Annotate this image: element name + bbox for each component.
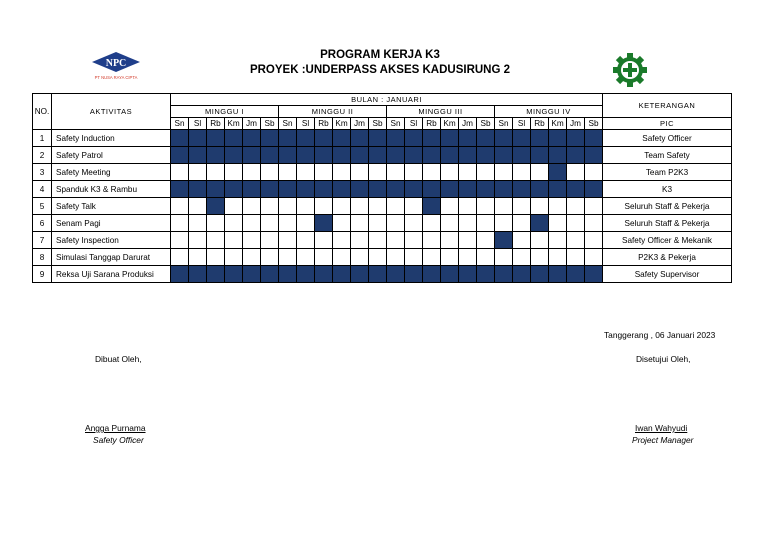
schedule-cell-empty [567,249,585,266]
day-header: Sb [585,118,603,130]
k3-safety-logo-icon [610,50,650,90]
schedule-cell-filled [207,198,225,215]
schedule-cell-empty [477,198,495,215]
schedule-cell-filled [585,130,603,147]
schedule-cell-filled [441,147,459,164]
schedule-cell-empty [405,198,423,215]
schedule-cell-filled [315,181,333,198]
schedule-cell-filled [459,181,477,198]
schedule-cell-empty [495,164,513,181]
schedule-cell-filled [441,130,459,147]
schedule-cell-empty [189,232,207,249]
table-row [33,198,732,215]
schedule-cell-empty [549,215,567,232]
schedule-cell-empty [513,232,531,249]
col-header-no: NO. [33,94,52,130]
schedule-cell-filled [171,130,189,147]
schedule-cell-filled [387,266,405,283]
schedule-cell-filled [243,130,261,147]
schedule-cell-empty [279,232,297,249]
schedule-cell-filled [333,130,351,147]
row-number: 6 [33,215,52,232]
schedule-cell-filled [459,130,477,147]
schedule-cell-filled [243,147,261,164]
schedule-cell-filled [441,181,459,198]
schedule-cell-filled [423,147,441,164]
schedule-cell-filled [189,147,207,164]
schedule-cell-filled [225,130,243,147]
pic-cell: K3 [603,181,732,198]
schedule-cell-filled [279,266,297,283]
schedule-cell-empty [369,164,387,181]
schedule-cell-filled [225,147,243,164]
schedule-cell-filled [297,266,315,283]
day-header: Sn [387,118,405,130]
approved-by-label: Disetujui Oleh, [636,354,691,364]
table-row [33,147,732,164]
schedule-cell-empty [477,215,495,232]
schedule-cell-empty [315,232,333,249]
activity-name: Senam Pagi [52,215,171,232]
schedule-cell-filled [477,266,495,283]
schedule-cell-empty [207,249,225,266]
day-header: Km [441,118,459,130]
schedule-cell-filled [315,130,333,147]
schedule-cell-empty [171,232,189,249]
schedule-cell-filled [567,147,585,164]
schedule-cell-filled [531,266,549,283]
schedule-cell-empty [387,164,405,181]
schedule-cell-empty [315,164,333,181]
schedule-cell-empty [423,215,441,232]
schedule-cell-empty [549,198,567,215]
place-date: Tanggerang , 06 Januari 2023 [604,330,716,340]
approver-title: Project Manager [632,435,694,445]
day-header: Jm [459,118,477,130]
svg-text:NPC: NPC [105,58,127,69]
schedule-cell-filled [243,266,261,283]
schedule-cell-filled [207,130,225,147]
pic-cell: Team Safety [603,147,732,164]
schedule-cell-empty [333,198,351,215]
col-header-info: KETERANGAN [603,94,732,118]
day-header: Sl [405,118,423,130]
schedule-cell-filled [351,266,369,283]
schedule-cell-empty [297,215,315,232]
row-number: 2 [33,147,52,164]
schedule-cell-empty [477,164,495,181]
row-number: 1 [33,130,52,147]
schedule-cell-empty [405,215,423,232]
day-header: Sn [279,118,297,130]
schedule-cell-filled [549,266,567,283]
schedule-cell-filled [549,164,567,181]
schedule-cell-empty [423,164,441,181]
pic-cell: Seluruh Staff & Pekerja [603,215,732,232]
schedule-cell-filled [333,181,351,198]
schedule-cell-filled [351,130,369,147]
schedule-cell-empty [315,198,333,215]
schedule-cell-empty [333,215,351,232]
schedule-cell-empty [171,198,189,215]
schedule-cell-empty [459,198,477,215]
schedule-cell-filled [207,147,225,164]
pic-cell: Seluruh Staff & Pekerja [603,198,732,215]
schedule-cell-empty [297,198,315,215]
week-header: MINGGU I [171,106,279,118]
day-header: Rb [207,118,225,130]
schedule-cell-empty [243,164,261,181]
schedule-cell-filled [585,181,603,198]
table-row [33,215,732,232]
pic-cell: Safety Supervisor [603,266,732,283]
day-header: Sb [261,118,279,130]
schedule-cell-empty [279,215,297,232]
day-header: Rb [423,118,441,130]
day-header: Km [333,118,351,130]
schedule-cell-filled [369,181,387,198]
schedule-cell-filled [585,147,603,164]
schedule-cell-empty [171,215,189,232]
schedule-cell-filled [315,266,333,283]
schedule-cell-filled [585,266,603,283]
schedule-cell-filled [333,147,351,164]
schedule-cell-empty [423,249,441,266]
schedule-cell-empty [207,164,225,181]
schedule-cell-empty [225,215,243,232]
schedule-cell-filled [261,181,279,198]
day-header: Sl [513,118,531,130]
schedule-cell-empty [369,198,387,215]
schedule-cell-filled [513,266,531,283]
schedule-cell-filled [477,147,495,164]
schedule-cell-empty [387,215,405,232]
schedule-cell-empty [567,215,585,232]
schedule-cell-empty [225,164,243,181]
schedule-cell-empty [477,232,495,249]
page-title: PROGRAM KERJA K3 [320,49,440,61]
schedule-cell-filled [279,181,297,198]
schedule-cell-filled [189,266,207,283]
schedule-cell-filled [369,147,387,164]
day-header: Km [549,118,567,130]
schedule-cell-filled [207,181,225,198]
schedule-cell-empty [297,249,315,266]
schedule-cell-filled [495,232,513,249]
maker-title: Safety Officer [93,435,144,445]
pic-cell: Safety Officer & Mekanik [603,232,732,249]
schedule-cell-filled [495,266,513,283]
pic-cell: Safety Officer [603,130,732,147]
schedule-cell-empty [351,198,369,215]
day-header: Rb [315,118,333,130]
schedule-cell-filled [387,147,405,164]
schedule-cell-filled [459,266,477,283]
activity-name: Spanduk K3 & Rambu [52,181,171,198]
schedule-cell-empty [531,164,549,181]
schedule-cell-filled [189,130,207,147]
week-header: MINGGU IV [495,106,603,118]
schedule-cell-filled [405,147,423,164]
schedule-cell-empty [297,232,315,249]
table-row [33,266,732,283]
schedule-cell-empty [585,249,603,266]
schedule-cell-empty [207,215,225,232]
day-header: Sn [171,118,189,130]
schedule-cell-filled [189,181,207,198]
day-header: Rb [531,118,549,130]
schedule-cell-filled [477,181,495,198]
schedule-cell-empty [567,198,585,215]
schedule-cell-empty [225,249,243,266]
activity-name: Safety Patrol [52,147,171,164]
schedule-cell-filled [261,266,279,283]
schedule-cell-empty [261,198,279,215]
schedule-cell-empty [387,232,405,249]
row-number: 8 [33,249,52,266]
schedule-cell-empty [189,215,207,232]
schedule-cell-filled [549,181,567,198]
schedule-cell-filled [171,266,189,283]
day-header: Sl [189,118,207,130]
schedule-cell-filled [225,181,243,198]
schedule-cell-filled [225,266,243,283]
schedule-cell-empty [387,198,405,215]
schedule-cell-empty [261,232,279,249]
schedule-cell-empty [243,215,261,232]
schedule-cell-filled [513,181,531,198]
schedule-cell-empty [459,215,477,232]
schedule-cell-filled [549,130,567,147]
schedule-cell-empty [441,215,459,232]
schedule-cell-empty [297,164,315,181]
schedule-cell-empty [441,249,459,266]
row-number: 7 [33,232,52,249]
schedule-cell-empty [567,164,585,181]
schedule-cell-empty [243,232,261,249]
k3-program-table [32,93,732,283]
schedule-cell-filled [423,266,441,283]
schedule-cell-filled [207,266,225,283]
schedule-cell-filled [423,130,441,147]
table-row [33,164,732,181]
schedule-cell-empty [531,249,549,266]
table-row [33,232,732,249]
schedule-cell-empty [279,198,297,215]
schedule-cell-empty [261,249,279,266]
schedule-cell-empty [351,164,369,181]
schedule-cell-empty [333,249,351,266]
schedule-cell-filled [531,215,549,232]
day-header: Sb [369,118,387,130]
schedule-cell-empty [207,232,225,249]
schedule-cell-empty [261,215,279,232]
schedule-cell-empty [441,232,459,249]
schedule-cell-filled [567,130,585,147]
row-number: 9 [33,266,52,283]
schedule-cell-empty [351,215,369,232]
activity-name: Safety Meeting [52,164,171,181]
schedule-cell-filled [171,181,189,198]
schedule-cell-filled [567,266,585,283]
schedule-cell-filled [513,130,531,147]
table-row [33,249,732,266]
schedule-cell-filled [495,130,513,147]
made-by-label: Dibuat Oleh, [95,354,142,364]
schedule-cell-filled [477,130,495,147]
schedule-cell-empty [369,249,387,266]
schedule-cell-empty [513,215,531,232]
schedule-cell-empty [495,215,513,232]
schedule-cell-empty [459,164,477,181]
day-header: Sb [477,118,495,130]
schedule-cell-filled [531,130,549,147]
schedule-cell-empty [513,249,531,266]
schedule-cell-filled [297,147,315,164]
schedule-cell-empty [243,198,261,215]
week-header: MINGGU III [387,106,495,118]
schedule-cell-filled [315,215,333,232]
schedule-cell-filled [243,181,261,198]
schedule-cell-empty [513,164,531,181]
schedule-cell-empty [405,232,423,249]
schedule-cell-filled [261,130,279,147]
company-logo [86,50,146,82]
schedule-cell-empty [549,232,567,249]
schedule-cell-empty [495,249,513,266]
schedule-cell-empty [225,232,243,249]
schedule-cell-empty [333,164,351,181]
schedule-cell-filled [315,147,333,164]
schedule-cell-filled [531,147,549,164]
schedule-cell-filled [171,147,189,164]
col-header-pic: PIC [603,118,732,130]
schedule-cell-empty [351,232,369,249]
schedule-cell-empty [585,164,603,181]
row-number: 5 [33,198,52,215]
schedule-cell-empty [549,249,567,266]
day-header: Sl [297,118,315,130]
schedule-cell-filled [333,266,351,283]
schedule-cell-empty [567,232,585,249]
col-header-activity: AKTIVITAS [52,94,171,130]
schedule-cell-empty [315,249,333,266]
schedule-cell-filled [387,130,405,147]
schedule-cell-empty [495,198,513,215]
schedule-cell-filled [459,147,477,164]
schedule-cell-empty [405,164,423,181]
schedule-cell-empty [585,198,603,215]
schedule-cell-filled [567,181,585,198]
schedule-cell-filled [387,181,405,198]
month-header: BULAN : JANUARI [171,94,603,106]
day-header: Sn [495,118,513,130]
activity-name: Safety Induction [52,130,171,147]
schedule-cell-filled [297,130,315,147]
svg-text:PT NUSA RAYA CIPTA: PT NUSA RAYA CIPTA [94,75,138,80]
schedule-cell-empty [189,164,207,181]
schedule-cell-filled [279,130,297,147]
schedule-cell-empty [477,249,495,266]
schedule-cell-empty [423,232,441,249]
schedule-cell-filled [423,181,441,198]
schedule-cell-filled [297,181,315,198]
schedule-cell-empty [459,249,477,266]
schedule-cell-filled [369,266,387,283]
maker-name: Angga Purnama [85,423,146,433]
day-header: Km [225,118,243,130]
schedule-cell-filled [261,147,279,164]
activity-name: Reksa Uji Sarana Produksi [52,266,171,283]
pic-cell: P2K3 & Pekerja [603,249,732,266]
table-row [33,130,732,147]
schedule-cell-empty [531,198,549,215]
week-header: MINGGU II [279,106,387,118]
schedule-cell-filled [405,181,423,198]
schedule-cell-empty [279,164,297,181]
schedule-cell-empty [351,249,369,266]
pic-cell: Team P2K3 [603,164,732,181]
schedule-cell-filled [369,130,387,147]
schedule-cell-filled [495,147,513,164]
schedule-cell-filled [405,130,423,147]
schedule-cell-empty [441,164,459,181]
schedule-cell-filled [423,198,441,215]
schedule-cell-empty [369,215,387,232]
schedule-cell-empty [225,198,243,215]
day-header: Jm [351,118,369,130]
schedule-cell-filled [531,181,549,198]
approver-name: Iwan Wahyudi [635,423,688,433]
row-number: 3 [33,164,52,181]
schedule-cell-empty [387,249,405,266]
schedule-cell-empty [459,232,477,249]
schedule-cell-filled [495,181,513,198]
schedule-cell-filled [279,147,297,164]
schedule-cell-filled [441,266,459,283]
schedule-cell-filled [351,181,369,198]
schedule-cell-empty [279,249,297,266]
activity-name: Safety Talk [52,198,171,215]
activity-name: Safety Inspection [52,232,171,249]
schedule-cell-empty [405,249,423,266]
project-subtitle: PROYEK :UNDERPASS AKSES KADUSIRUNG 2 [249,64,511,76]
day-header: Jm [243,118,261,130]
schedule-cell-empty [585,215,603,232]
row-number: 4 [33,181,52,198]
schedule-cell-filled [549,147,567,164]
schedule-cell-empty [369,232,387,249]
schedule-cell-empty [189,198,207,215]
schedule-cell-empty [261,164,279,181]
schedule-cell-filled [351,147,369,164]
schedule-cell-empty [171,249,189,266]
schedule-cell-empty [531,232,549,249]
schedule-cell-empty [585,232,603,249]
activity-name: Simulasi Tanggap Darurat [52,249,171,266]
schedule-cell-empty [441,198,459,215]
schedule-cell-filled [405,266,423,283]
schedule-cell-filled [513,147,531,164]
schedule-cell-empty [513,198,531,215]
day-header: Jm [567,118,585,130]
schedule-cell-empty [189,249,207,266]
schedule-cell-empty [243,249,261,266]
schedule-cell-empty [333,232,351,249]
table-row [33,181,732,198]
schedule-cell-empty [171,164,189,181]
